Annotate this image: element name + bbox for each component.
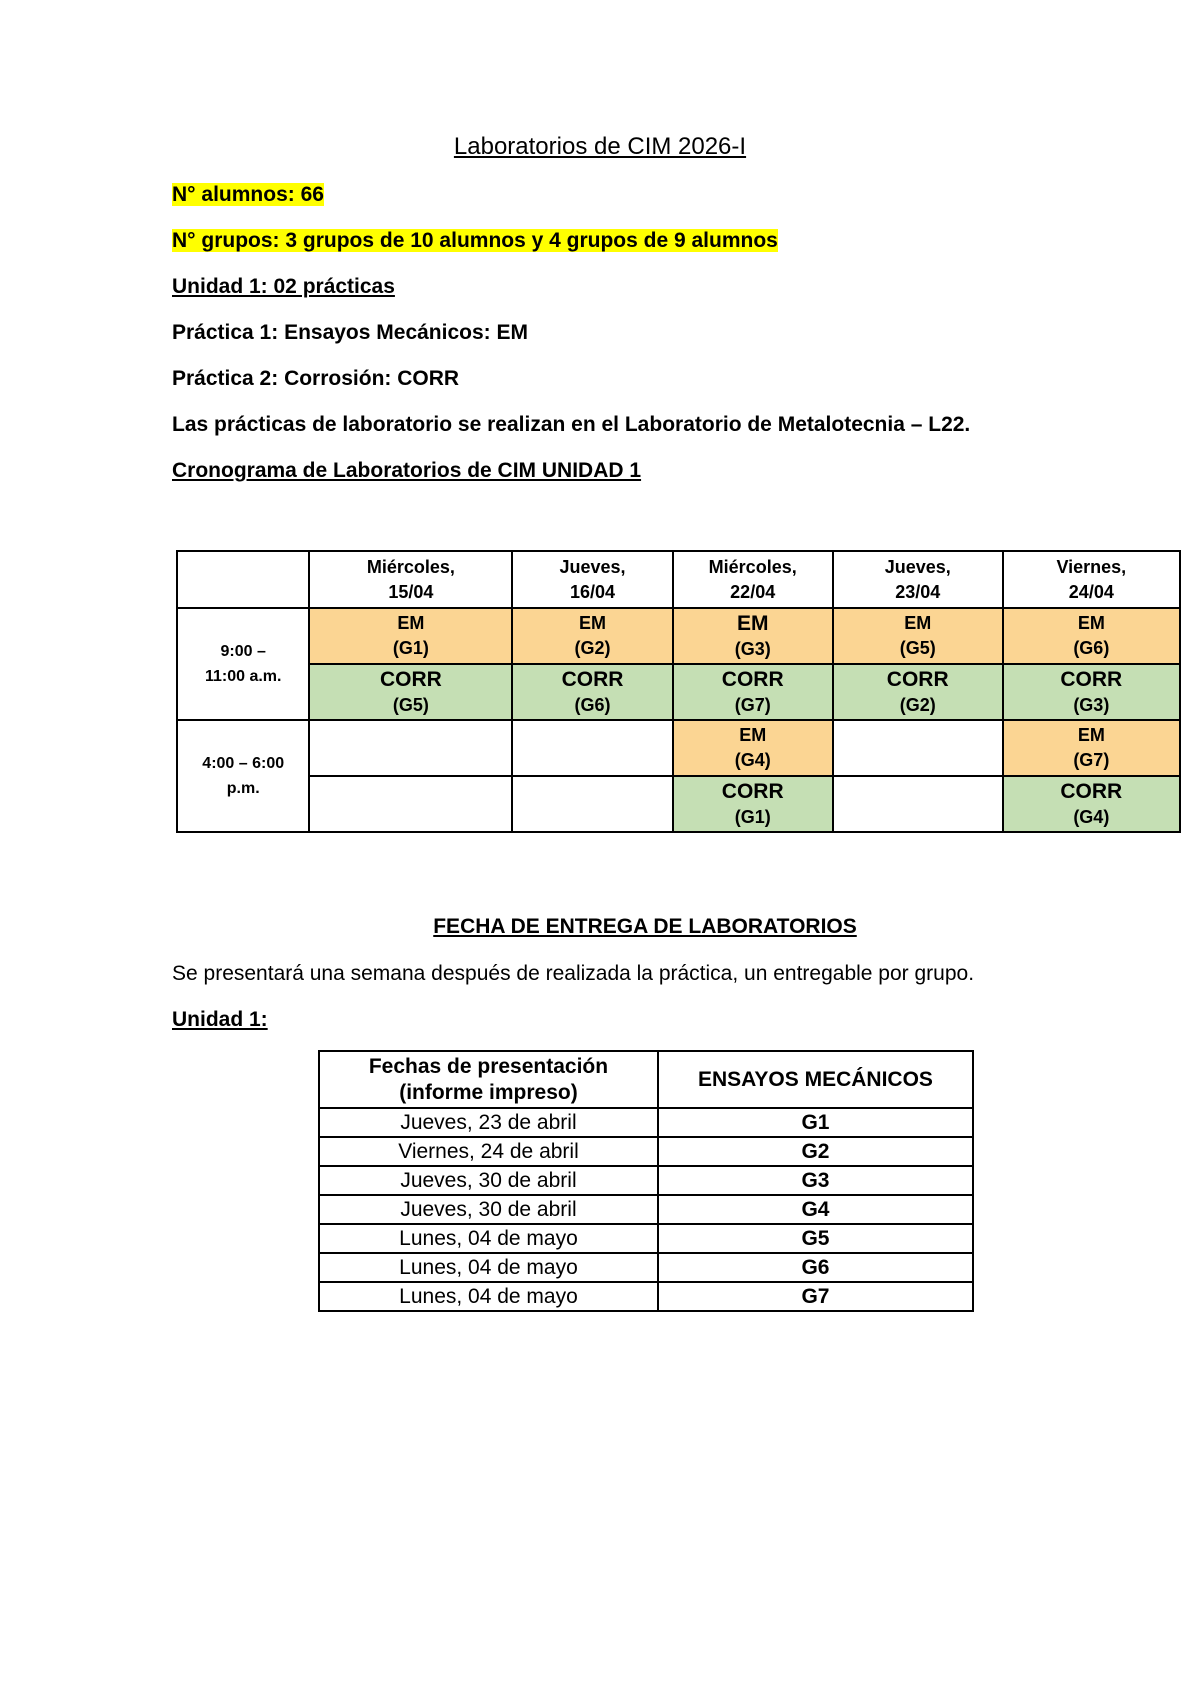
day-header	[512, 551, 672, 608]
session-group: (G4)	[1073, 806, 1110, 827]
delivery-date: Jueves, 30 de abril	[319, 1166, 658, 1195]
day-date: 22/04	[730, 581, 776, 602]
session-cell-corr	[309, 664, 512, 720]
practica-1: Práctica 1: Ensayos Mecánicos: EM	[172, 321, 528, 344]
session-label: EM	[904, 613, 932, 633]
session-group: (G5)	[392, 694, 429, 715]
session-label: EM	[739, 725, 767, 745]
empty-cell	[833, 720, 1003, 776]
time-line: 9:00 –	[220, 643, 266, 660]
alumnos-text: N° alumnos: 66	[172, 183, 324, 206]
header-fechas	[319, 1051, 658, 1108]
day-date: 15/04	[388, 581, 434, 602]
time-line: p.m.	[226, 780, 260, 797]
session-group: (G4)	[734, 750, 771, 770]
delivery-group: G5	[658, 1224, 973, 1253]
time-line: 4:00 – 6:00	[202, 755, 285, 772]
delivery-group: G3	[658, 1166, 973, 1195]
delivery-date: Jueves, 23 de abril	[319, 1108, 658, 1137]
day-date: 24/04	[1068, 581, 1114, 602]
afternoon-em-row	[177, 720, 1180, 776]
session-group: (G7)	[1073, 750, 1110, 770]
entrega-unidad-heading: Unidad 1:	[172, 1008, 268, 1031]
cronograma-heading: Cronograma de Laboratorios de CIM UNIDAD 1	[172, 459, 642, 482]
session-group: (G1)	[734, 806, 771, 827]
session-label: EM	[578, 613, 606, 633]
day-name: Miércoles,	[366, 556, 455, 577]
session-cell-em	[673, 608, 833, 664]
session-cell-em	[833, 608, 1003, 664]
delivery-date: Viernes, 24 de abril	[319, 1137, 658, 1166]
day-name: Miércoles,	[708, 556, 797, 577]
session-label: EM	[736, 611, 769, 635]
header-text: (informe impreso)	[399, 1080, 578, 1104]
entrega-table	[318, 1050, 974, 1312]
delivery-group: G4	[658, 1195, 973, 1224]
table-row	[319, 1166, 973, 1195]
delivery-date: Jueves, 30 de abril	[319, 1195, 658, 1224]
session-label: EM	[1077, 725, 1105, 745]
empty-cell	[512, 776, 672, 832]
table-row	[319, 1253, 973, 1282]
time-line: 11:00 a.m.	[204, 668, 282, 685]
unidad-heading: Unidad 1: 02 prácticas	[172, 275, 395, 298]
entrega-heading: FECHA DE ENTREGA DE LABORATORIOS	[433, 915, 857, 938]
session-cell-corr	[1003, 776, 1180, 832]
session-group: (G5)	[899, 638, 936, 658]
alumnos-line	[172, 183, 324, 207]
session-label: CORR	[1060, 779, 1123, 803]
entrega-body	[319, 1108, 973, 1311]
session-group: (G6)	[1073, 638, 1110, 658]
session-group: (G3)	[734, 638, 771, 659]
session-group: (G3)	[1073, 694, 1110, 715]
grupos-text: N° grupos: 3 grupos de 10 alumnos y 4 grupos de 9 alumnos	[172, 229, 778, 252]
session-cell-em	[673, 720, 833, 776]
session-cell-em	[512, 608, 672, 664]
session-label: CORR	[721, 667, 784, 691]
session-group: (G7)	[734, 694, 771, 715]
session-label: CORR	[379, 667, 442, 691]
grupos-line	[172, 229, 778, 253]
session-group: (G2)	[899, 694, 936, 715]
lab-location: Las prácticas de laboratorio se realizan en el Laboratorio de Metalotecnia – L22.	[172, 413, 971, 436]
session-label: EM	[397, 613, 425, 633]
day-name: Jueves,	[884, 556, 951, 577]
day-name: Viernes,	[1056, 556, 1127, 577]
session-cell-corr	[833, 664, 1003, 720]
delivery-group: G1	[658, 1108, 973, 1137]
schedule-header-row	[177, 551, 1180, 608]
delivery-date: Lunes, 04 de mayo	[319, 1282, 658, 1311]
session-label: CORR	[1060, 667, 1123, 691]
page-title: Laboratorios de CIM 2026-I	[453, 133, 747, 160]
practica-2: Práctica 2: Corrosión: CORR	[172, 367, 460, 390]
empty-cell	[309, 776, 512, 832]
afternoon-corr-row	[177, 776, 1180, 832]
day-header	[673, 551, 833, 608]
delivery-group: G7	[658, 1282, 973, 1311]
time-slot-afternoon	[177, 720, 309, 832]
session-group: (G1)	[392, 638, 429, 658]
entrega-header-row	[319, 1051, 973, 1108]
empty-cell	[512, 720, 672, 776]
table-row	[319, 1108, 973, 1137]
delivery-group: G6	[658, 1253, 973, 1282]
delivery-date: Lunes, 04 de mayo	[319, 1253, 658, 1282]
morning-em-row	[177, 608, 1180, 664]
morning-corr-row	[177, 664, 1180, 720]
session-cell-corr	[673, 776, 833, 832]
day-header	[833, 551, 1003, 608]
day-date: 23/04	[895, 581, 941, 602]
table-row	[319, 1137, 973, 1166]
day-name: Jueves,	[559, 556, 626, 577]
day-header	[309, 551, 512, 608]
session-label: CORR	[886, 667, 949, 691]
day-header	[1003, 551, 1180, 608]
delivery-date: Lunes, 04 de mayo	[319, 1224, 658, 1253]
session-cell-corr	[512, 664, 672, 720]
schedule-table	[176, 550, 1181, 833]
session-cell-corr	[673, 664, 833, 720]
entrega-description: Se presentará una semana después de realizada la práctica, un entregable por grupo.	[172, 962, 975, 985]
table-row	[319, 1195, 973, 1224]
session-group: (G2)	[574, 638, 611, 658]
session-cell-corr	[1003, 664, 1180, 720]
session-label: CORR	[721, 779, 784, 803]
session-cell-em	[309, 608, 512, 664]
header-ensayos: ENSAYOS MECÁNICOS	[658, 1051, 973, 1108]
delivery-group: G2	[658, 1137, 973, 1166]
session-cell-em	[1003, 720, 1180, 776]
table-row	[319, 1282, 973, 1311]
session-cell-em	[1003, 608, 1180, 664]
session-group: (G6)	[574, 694, 611, 715]
empty-cell	[833, 776, 1003, 832]
session-label: CORR	[561, 667, 624, 691]
time-slot-morning	[177, 608, 309, 720]
day-date: 16/04	[569, 581, 615, 602]
table-row	[319, 1224, 973, 1253]
session-label: EM	[1077, 613, 1105, 633]
corner-cell	[177, 551, 309, 608]
empty-cell	[309, 720, 512, 776]
header-text: Fechas de presentación	[368, 1054, 609, 1078]
